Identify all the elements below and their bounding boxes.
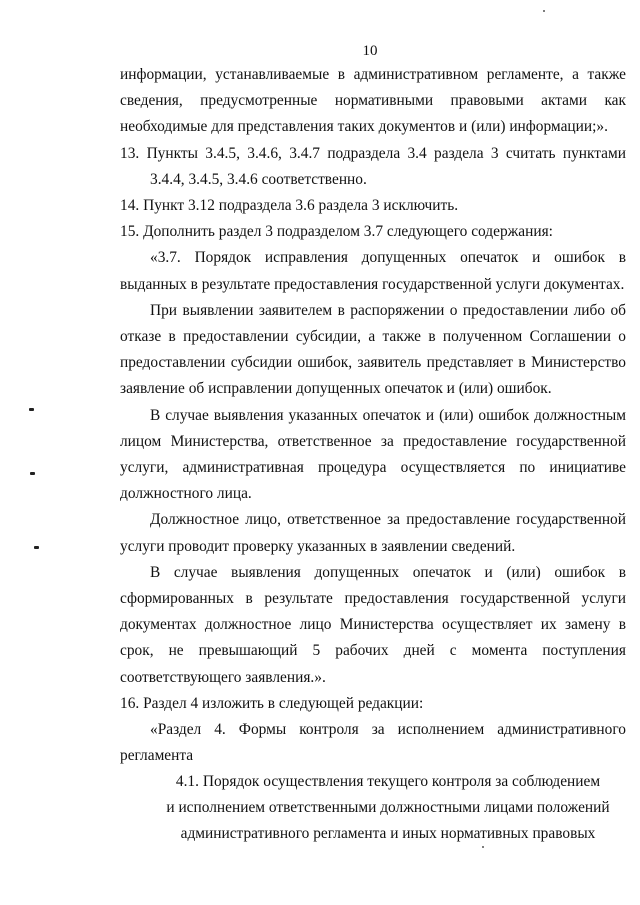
paragraph-official-initiative: В случае выявления указанных опечаток и (или) ошибок должностным лицом Министерства, ответственное за предоставление государственной услуги, административная процедура осуществляется по инициативе должностного лица. xyxy=(120,406,626,503)
document-body xyxy=(120,62,626,847)
heading-line: 4.1. Порядок осуществления текущего контроля за соблюдением xyxy=(175,773,601,791)
heading-line: и исполнением ответственными должностными лицами положений xyxy=(166,799,610,817)
paragraph-errors-detection: При выявлении заявителем в распоряжении о предоставлении либо об отказе в предоставлении субсидии, а также в полученном Соглашении о предоставлении субсидии ошибок, заявитель представляет в Министерство заявление об исправлении допущенных опечаток и (или) ошибок. xyxy=(120,301,626,398)
paragraph-item-13: 13. Пункты 3.4.5, 3.4.6, 3.4.7 подраздела 3.4 раздела 3 считать пунктами 3.4.4, 3.4.5, 3.4.6 соответственно. xyxy=(120,144,626,188)
paragraph-official-check: Должностное лицо, ответственное за предоставление государственной услуги проводит проверку указанных в заявлении сведений. xyxy=(120,511,626,555)
heading-line: административного регламента и иных нормативных правовых xyxy=(180,825,596,843)
paragraph-replacement-term: В случае выявления допущенных опечаток и (или) ошибок в сформированных в результате предоставления государственной услуги документах должностное лицо Министерства осуществляет их замену в срок, не превышающий 5 рабочих дней с момента поступления соответствующего заявления.». xyxy=(120,563,626,686)
paragraph-section-3-7: «3.7. Порядок исправления допущенных опечаток и ошибок в выданных в результате предоставления государственной услуги документах. xyxy=(120,249,626,293)
paragraph-continuation: информации, устанавливаемые в административном регламенте, а также сведения, предусмотренные нормативными правовыми актами как необходимые для представления таких документов и (или) информации;». xyxy=(120,66,626,136)
paragraph-section-4-title: «Раздел 4. Формы контроля за исполнением административного регламента xyxy=(120,721,626,765)
page-number: 10 xyxy=(362,43,378,59)
paragraph-item-14: 14. Пункт 3.12 подраздела 3.6 раздела 3 исключить. xyxy=(120,197,459,215)
paragraph-item-15: 15. Дополнить раздел 3 подразделом 3.7 следующего содержания: xyxy=(120,223,553,241)
scan-artifact-mark xyxy=(30,472,35,475)
subsection-heading-4-1 xyxy=(120,769,626,847)
scan-artifact-mark xyxy=(34,546,39,549)
paragraph-item-16: 16. Раздел 4 изложить в следующей редакции: xyxy=(120,694,424,712)
scan-artifact-speck xyxy=(543,10,545,12)
scan-artifact-mark xyxy=(29,408,34,411)
